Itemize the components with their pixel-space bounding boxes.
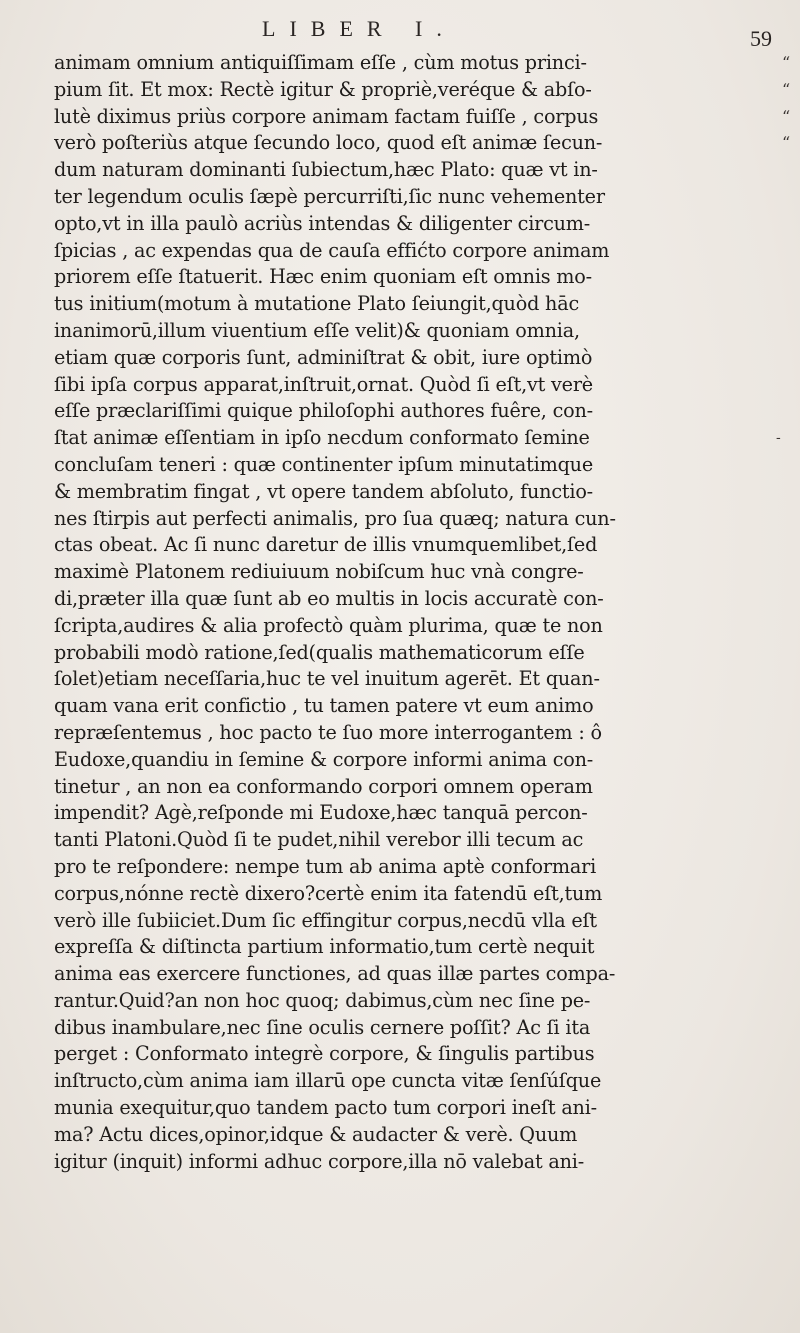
text-line [54,559,794,586]
line-text: perget : Conformato integrè corpore, & ſingulis partibus [54,1042,595,1066]
running-head [0,0,800,50]
text-line [54,666,794,693]
quotation-mark: “ [782,79,790,99]
line-text: corpus,nónne rectè dixero?certè enim ita fatendū eſt,tum [54,881,603,905]
line-text: concluſam teneri : quæ continenter ipſum minutatimque [54,452,593,476]
text-line [54,238,794,265]
line-text: nes ſtirpis aut perfecti animalis, pro ſua quæq; natura cun- [54,506,616,530]
line-text: munia exequitur,quo tandem pacto tum corpori ineſt ani- [54,1096,597,1120]
text-line [54,908,794,935]
text-line [54,452,794,479]
line-text: tanti Platoni.Quòd ſi te pudet,nihil verebor illi tecum ac [54,828,584,852]
line-text: tinetur , an non ea conformando corpori omnem operam [54,774,593,798]
text-line [54,50,794,77]
text-line [54,693,794,720]
line-text: pium ſit. Et mox: Rectè igitur & propriè,veréque & abſo- [54,77,592,101]
text-line [54,184,794,211]
text-line [54,264,794,291]
line-text: etiam quæ corporis ſunt, adminiſtrat & obit, iure optimò [54,345,593,369]
latin-text-body [54,50,794,1175]
text-line [54,827,794,854]
line-text: verò ille ſubiiciet.Dum ſic effingitur corpus,necdū vlla eſt [54,908,597,932]
line-text: quam vana erit confictio , tu tamen patere vt eum animo [54,694,594,718]
quotation-mark: “ [782,53,790,72]
text-line [54,854,794,881]
line-text: maximè Platonem rediuiuum nobiſcum huc vnà congre- [54,560,584,584]
line-text: ctas obeat. Ac ſi nunc daretur de illis vnumquemlibet,ſed [54,533,598,557]
line-text: inanimorū,illum viuentium eſſe velit)& quoniam omnia, [54,318,580,342]
text-line [54,800,794,827]
text-line [54,211,794,238]
text-line [54,398,794,425]
text-line [54,506,794,533]
text-line [54,157,794,184]
text-line [54,988,794,1015]
text-line [54,613,794,640]
text-line [54,881,794,908]
line-text: verò poſteriùs atque ſecundo loco, quod eſt animæ ſecun- [54,131,603,155]
text-line [54,747,794,774]
line-text: opto,vt in illa paulò acriùs intendas & diligenter circum- [54,211,591,235]
text-line [54,1095,794,1122]
line-text: pro te reſpondere: nempe tum ab anima aptè conformari [54,854,597,878]
text-line [54,345,794,372]
margin-dash-mark: - [776,430,781,446]
text-line [54,1015,794,1042]
line-text: expreſſa & diſtincta partium informatio,tum certè nequit [54,935,595,959]
line-text: repræſentemus , hoc pacto te ſuo more interrogantem : ô [54,720,602,744]
line-text: Eudoxe,quandiu in ſemine & corpore informi anima con- [54,747,594,771]
line-text: ſpicias , ac expendas qua de cauſa effićto corpore animam [54,238,610,262]
text-line [54,720,794,747]
line-text: impendit? Agè,reſponde mi Eudoxe,hæc tanquā percon- [54,801,588,825]
text-line [54,1041,794,1068]
line-text: inſtructo,cùm anima iam illarū ope cuncta vitæ ſenſúſque [54,1069,602,1093]
line-text: di,præter illa quæ ſunt ab eo multis in locis accuratè con- [54,586,604,610]
text-line [54,586,794,613]
text-line [54,130,794,157]
line-text: rantur.Quid?an non hoc quoq; dabimus,cùm nec ſine pe- [54,988,591,1012]
line-text: dum naturam dominanti ſubiectum,hæc Plato: quæ vt in- [54,158,598,182]
line-text: anima eas exercere functiones, ad quas illæ partes compa- [54,962,616,986]
text-line [54,479,794,506]
line-text: ſtat animæ eſſentiam in ipſo necdum conformato ſemine [54,426,590,450]
text-line [54,640,794,667]
text-line [54,291,794,318]
line-text: ſolet)etiam neceſſaria,huc te vel inuitum agerēt. Et quan- [54,667,600,691]
text-line [54,532,794,559]
text-line [54,318,794,345]
line-text: ſcripta,audires & alia profectò quàm plurima, quæ te non [54,613,603,637]
text-line [54,1068,794,1095]
line-text: dibus inambulare,nec ſine oculis cernere poſſit? Ac ſi ita [54,1015,591,1039]
text-line [54,372,794,399]
text-line [54,1149,794,1176]
quotation-mark: “ [782,133,790,153]
line-text: lutè diximus priùs corpore animam factam fuiſſe , corpus [54,104,599,128]
text-line [54,104,794,131]
line-text: ma? Actu dices,opinor,idque & audacter & verè. Quum [54,1122,578,1146]
line-text: tus initium(motum à mutatione Plato ſeiungit,quòd hāc [54,292,579,316]
line-text: probabili modò ratione,ſed(qualis mathematicorum eſſe [54,640,585,664]
line-text: eſſe præclariſſimi quique philoſophi authores fuêre, con- [54,399,593,423]
text-line [54,934,794,961]
line-text: animam omnium antiquiſſimam eſſe , cùm motus princi- [54,51,587,74]
page-number: 59 [750,26,772,51]
text-line [54,77,794,104]
line-text: ter legendum oculis ſæpè percurriſti,ſic nunc vehementer [54,184,605,208]
running-title: LIBER I. [262,16,456,41]
line-text: priorem eſſe ſtatuerit. Hæc enim quoniam eſt omnis mo- [54,265,592,289]
line-text: & membratim fingat , vt opere tandem abſoluto, functio- [54,479,593,503]
text-line [54,425,794,452]
line-text: igitur (inquit) informi adhuc corpore,illa nō valebat ani- [54,1149,584,1173]
text-line [54,961,794,988]
line-text: ſibi ipſa corpus apparat,inſtruit,ornat. Quòd ſi eſt,vt verè [54,372,593,396]
quotation-mark: “ [782,106,790,126]
text-line [54,1122,794,1149]
text-line [54,774,794,801]
